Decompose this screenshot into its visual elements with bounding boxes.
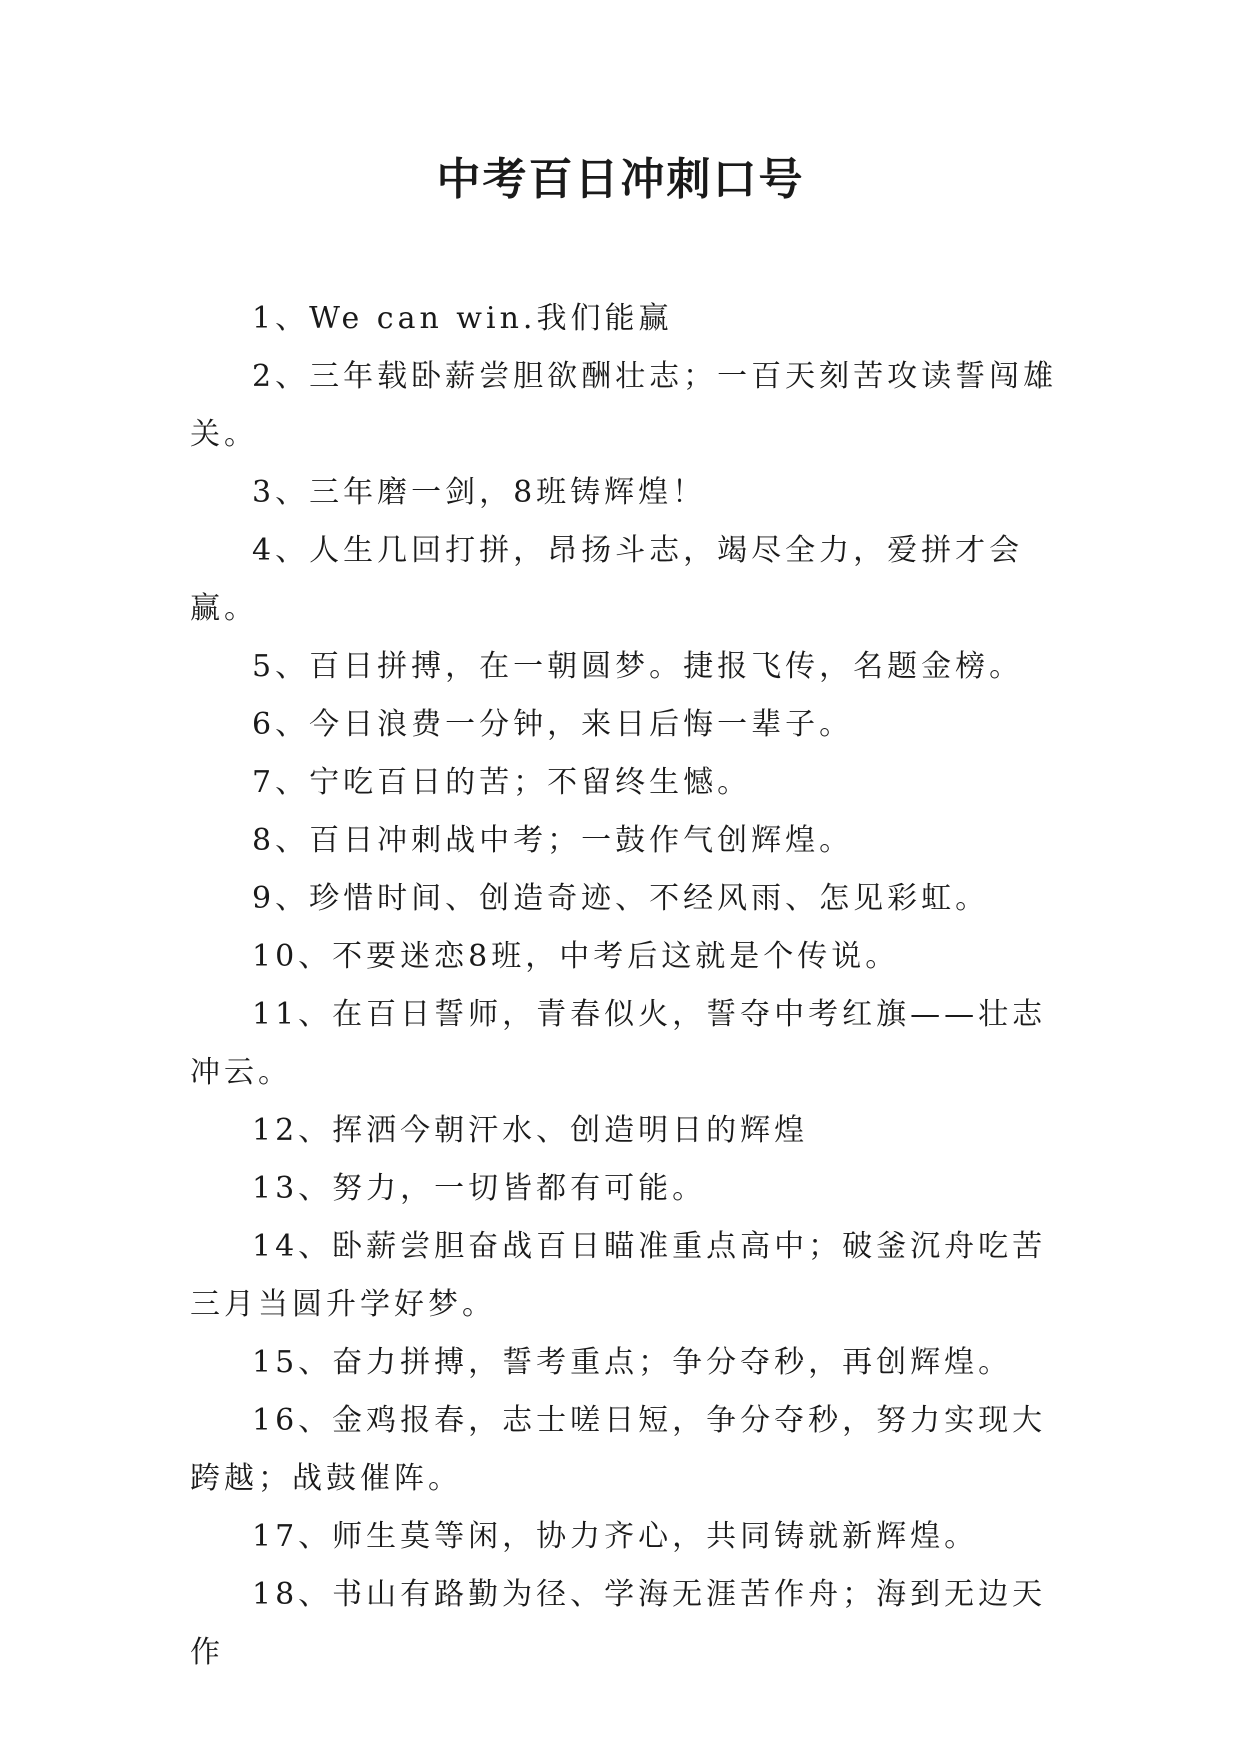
slogan-item-6: 6、今日浪费一分钟，来日后悔一辈子。 — [252, 707, 854, 742]
slogan-item-8: 8、百日冲刺战中考；一鼓作气创辉煌。 — [252, 823, 854, 858]
slogan-item-5: 5、百日拼搏，在一朝圆梦。捷报飞传，名题金榜。 — [252, 649, 1024, 684]
slogan-item-13: 13、努力，一切皆都有可能。 — [252, 1171, 707, 1206]
slogan-item-10: 10、不要迷恋8班，中考后这就是个传说。 — [252, 939, 900, 974]
slogan-list — [190, 290, 1070, 1682]
slogan-item-2: 2、三年载卧薪尝胆欲酬壮志；一百天刻苦攻读誓闯雄关。 — [190, 359, 1058, 452]
slogan-item-14: 14、卧薪尝胆奋战百日瞄准重点高中；破釜沉舟吃苦三月当圆升学好梦。 — [190, 1229, 1047, 1322]
slogan-item-17: 17、师生莫等闲，协力齐心，共同铸就新辉煌。 — [252, 1519, 979, 1554]
slogan-item-4: 4、人生几回打拼，昂扬斗志，竭尽全力，爱拼才会赢。 — [190, 533, 1024, 626]
slogan-item-11: 11、在百日誓师，青春似火，誓夺中考红旗——壮志冲云。 — [190, 997, 1047, 1090]
slogan-item-18: 18、书山有路勤为径、学海无涯苦作舟；海到无边天作 — [190, 1577, 1047, 1670]
document-title: 中考百日冲刺口号 — [436, 154, 805, 205]
slogan-item-15: 15、奋力拼搏，誓考重点；争分夺秒，再创辉煌。 — [252, 1345, 1013, 1380]
slogan-item-1: 1、We can win.我们能赢 — [252, 301, 673, 336]
slogan-item-9: 9、珍惜时间、创造奇迹、不经风雨、怎见彩虹。 — [252, 881, 990, 916]
slogan-item-7: 7、宁吃百日的苦；不留终生憾。 — [252, 765, 752, 800]
slogan-item-16: 16、金鸡报春，志士嗟日短，争分夺秒，努力实现大跨越；战鼓催阵。 — [190, 1403, 1047, 1496]
slogan-item-12: 12、挥洒今朝汗水、创造明日的辉煌 — [252, 1113, 809, 1148]
slogan-item-3: 3、三年磨一剑，8班铸辉煌！ — [252, 475, 707, 510]
